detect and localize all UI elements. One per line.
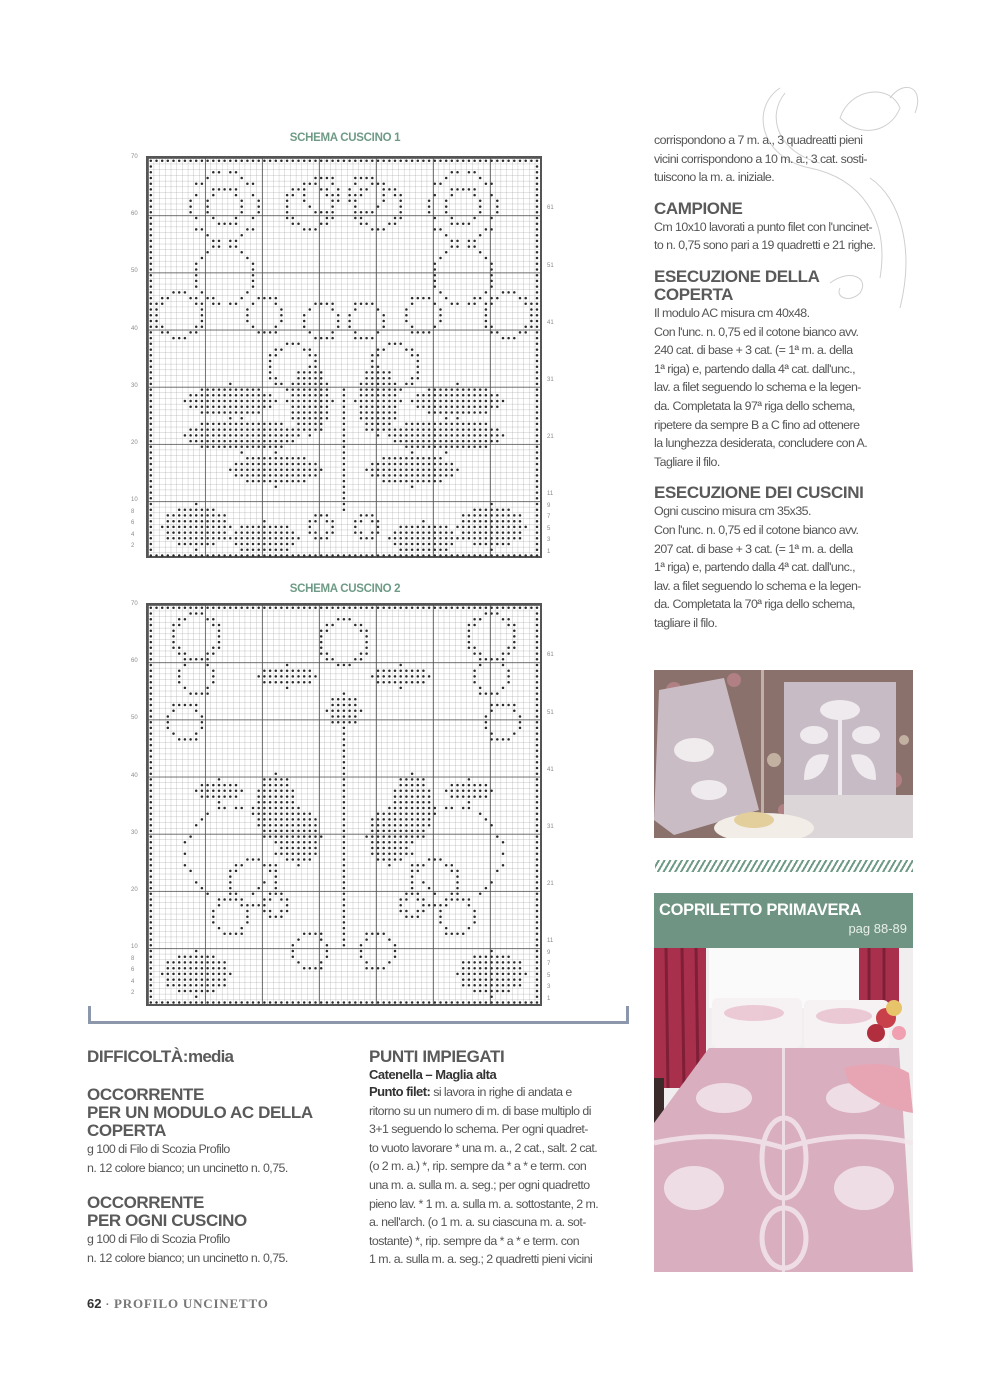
row-label-right: 9 — [547, 502, 551, 509]
text-line: Il modulo AC misura cm 40x48. — [654, 305, 810, 320]
row-label-left: 40 — [131, 772, 138, 779]
row-label-left: 8 — [131, 955, 135, 962]
occ-cushion-body — [87, 1230, 357, 1267]
row-label-left: 2 — [131, 542, 135, 549]
bedspread-photo-image — [654, 948, 913, 1272]
row-label-right: 21 — [547, 881, 554, 888]
text-line: 1 m. a. sulla m. a. seg.; 2 quadretti pieni vicini — [369, 1252, 593, 1267]
promo-pages: pag 88-89 — [848, 921, 907, 936]
text-line: tostante) *, rip. sempre da * a * e term. con — [369, 1233, 580, 1248]
campione-title: CAMPIONE — [654, 198, 743, 218]
promo-banner[interactable] — [654, 893, 913, 948]
text-line: Con l'unc. n. 0,75 ed il cotone bianco avv. — [654, 324, 859, 339]
occ-module-title-1: OCCORRENTE — [87, 1085, 204, 1104]
magazine-name: PROFILO UNCINETTO — [114, 1296, 269, 1311]
row-label-right: 1 — [547, 548, 551, 555]
footer-separator: · — [105, 1299, 110, 1311]
text-line: ritorno su un numero di m. di base multiplo di — [369, 1103, 591, 1118]
row-label-left: 70 — [131, 601, 138, 607]
text-line: tuiscono la m. a. iniziale. — [654, 170, 775, 185]
punti-title: PUNTI IMPIEGATI — [369, 1047, 505, 1066]
row-label-right: 41 — [547, 766, 554, 773]
text-line: to n. 0,75 sono pari a 19 quadretti e 21 righe. — [654, 238, 876, 253]
filet-chart-cushion-2 — [146, 603, 542, 1006]
coperta-heading — [654, 268, 919, 304]
text-line: (o 2 m. a.) *, rip. sempre da * a * e term. con — [369, 1159, 587, 1174]
text-line: 240 cat. di base + 3 cat. (= 1ª m. a. della — [654, 343, 853, 358]
text-line: da. Completata la 97ª riga dello schema, — [654, 398, 855, 413]
row-label-right: 31 — [547, 377, 554, 384]
row-label-left: 6 — [131, 520, 135, 527]
occ-module-heading — [87, 1086, 357, 1140]
row-label-left: 4 — [131, 978, 135, 985]
chart-2-title: SCHEMA CUSCINO 2 — [289, 583, 401, 595]
row-label-right: 51 — [547, 709, 554, 716]
filet-label: Punto filet: — [369, 1084, 431, 1099]
text-line: ripetere da sempre B a C fino ad ottenere — [654, 417, 860, 432]
text-line: to vuoto lavorare * una m. a., 2 cat., salt. 2 cat. — [369, 1140, 598, 1155]
text-line: Con l'unc. n. 0,75 ed il cotone bianco avv. — [654, 522, 859, 537]
text-line: 1ª riga) e, partendo dalla 4ª cat. dall'unc., — [654, 361, 856, 376]
row-label-right: 31 — [547, 824, 554, 831]
difficulty-label: DIFFICOLTÀ: — [87, 1047, 189, 1066]
coperta-title-1: ESECUZIONE DELLA — [654, 266, 820, 286]
continuation-text — [654, 131, 919, 187]
cushions-photo-image — [654, 670, 913, 838]
row-label-left: 20 — [131, 440, 138, 446]
row-label-right: 5 — [547, 525, 551, 532]
row-label-right: 7 — [547, 514, 551, 521]
row-label-left: 6 — [131, 967, 135, 974]
row-label-left: 10 — [131, 497, 138, 504]
filet-chart-cushion-1 — [146, 156, 542, 558]
occ-module-line-2: n. 12 colore bianco; un uncinetto n. 0,75. — [87, 1160, 288, 1175]
occ-cushion-title-1: OCCORRENTE — [87, 1193, 204, 1213]
left-column — [87, 1048, 357, 1267]
row-label-left: 60 — [131, 211, 138, 218]
text-line: Ogni cuscino misura cm 35x35. — [654, 504, 811, 519]
row-label-left: 40 — [131, 325, 138, 332]
text-line: Cm 10x10 lavorati a punto filet con l'uncinet- — [654, 219, 873, 234]
charts-bracket-divider — [88, 1006, 629, 1024]
row-label-left: 70 — [131, 154, 138, 160]
text-line: vicini corrispondono a 10 m. a.; 3 cat. sosti- — [654, 151, 867, 166]
occ-module-title-3: COPERTA — [87, 1121, 167, 1140]
middle-column — [369, 1048, 634, 1269]
text-line: 207 cat. di base + 3 cat. (= 1ª m. a. della — [654, 541, 853, 556]
text-line: a. nell'arch. (o 1 m. a. su ciascuna m. a. sot- — [369, 1215, 586, 1230]
row-label-right: 3 — [547, 537, 551, 544]
text-line: da. Completata la 70ª riga dello schema, — [654, 597, 855, 612]
page-footer — [87, 1295, 269, 1313]
row-label-right: 51 — [547, 262, 554, 269]
text-line: la lunghezza desiderata, concludere con A. — [654, 436, 868, 451]
coperta-title-2: COPERTA — [654, 284, 734, 304]
row-label-right: 1 — [547, 995, 551, 1002]
row-label-right: 3 — [547, 984, 551, 991]
promo-title: COPRILETTO PRIMAVERA — [659, 901, 862, 919]
row-label-right: 5 — [547, 972, 551, 979]
row-label-right: 61 — [547, 652, 554, 659]
cushions-photo — [654, 670, 913, 838]
row-label-left: 50 — [131, 268, 138, 275]
occ-module-body — [87, 1140, 357, 1177]
row-label-left: 50 — [131, 715, 138, 722]
row-label-right: 61 — [547, 205, 554, 212]
campione-text — [654, 218, 919, 255]
row-label-left: 60 — [131, 658, 138, 665]
text-line: pieno lav. * 1 m. a. sulla m. a. sottostante, 2 m. — [369, 1196, 599, 1211]
row-label-left: 30 — [131, 382, 138, 389]
row-label-right: 11 — [547, 491, 554, 498]
occ-cushion-line-1: g 100 di Filo di Scozia Profilo — [87, 1232, 230, 1247]
row-label-left: 2 — [131, 989, 135, 996]
row-label-right: 7 — [547, 961, 551, 968]
text-line: lav. a filet seguendo lo schema e la legen- — [654, 380, 861, 395]
row-label-left: 4 — [131, 531, 135, 538]
row-label-left: 30 — [131, 829, 138, 836]
right-column — [654, 131, 919, 632]
punti-body — [369, 1083, 634, 1269]
text-line: una m. a. sulla m. a. seg.; per ogni quadretto — [369, 1177, 590, 1192]
occ-module-title-2: PER UN MODULO AC DELLA — [87, 1103, 313, 1122]
row-label-left: 8 — [131, 508, 135, 515]
occ-cushion-line-2: n. 12 colore bianco; un uncinetto n. 0,75. — [87, 1250, 288, 1265]
text-line: lav. a filet seguendo lo schema e la legen- — [654, 578, 861, 593]
text-line: Tagliare il filo. — [654, 454, 720, 469]
chart-1-title: SCHEMA CUSCINO 1 — [289, 132, 401, 144]
difficulty-value: media — [188, 1047, 234, 1066]
row-label-left: 10 — [131, 944, 138, 951]
text-line: 3+1 seguendo lo schema. Per ogni quadret- — [369, 1122, 588, 1137]
occ-module-line-1: g 100 di Filo di Scozia Profilo — [87, 1142, 230, 1156]
occ-cushion-heading — [87, 1194, 357, 1230]
text-line: corrispondono a 7 m. a., 3 quadreatti pieni — [654, 133, 863, 147]
row-label-left: 20 — [131, 887, 138, 893]
row-label-right: 11 — [547, 938, 554, 945]
occ-cushion-title-2: PER OGNI CUSCINO — [87, 1211, 247, 1231]
chart-dots — [148, 605, 540, 1005]
cuscini-title: ESECUZIONE DEI CUSCINI — [654, 483, 864, 503]
decorative-hatch-divider — [655, 860, 913, 872]
difficulty-line — [87, 1048, 357, 1066]
row-label-right: 9 — [547, 949, 551, 956]
bedspread-photo — [654, 948, 913, 1272]
punti-subtitle: Catenella – Maglia alta — [369, 1067, 497, 1082]
text-line: tagliare il filo. — [654, 615, 717, 630]
coperta-text — [654, 304, 919, 471]
chart-dots — [148, 158, 540, 558]
row-label-right: 41 — [547, 319, 554, 326]
page-number: 62 — [87, 1296, 102, 1311]
text-line: si lavora in righe di andata e — [433, 1085, 572, 1099]
text-line: 1ª riga) e, partendo dalla 4ª cat. dall'unc., — [654, 560, 856, 575]
cuscini-text — [654, 502, 919, 632]
row-label-right: 21 — [547, 434, 554, 441]
